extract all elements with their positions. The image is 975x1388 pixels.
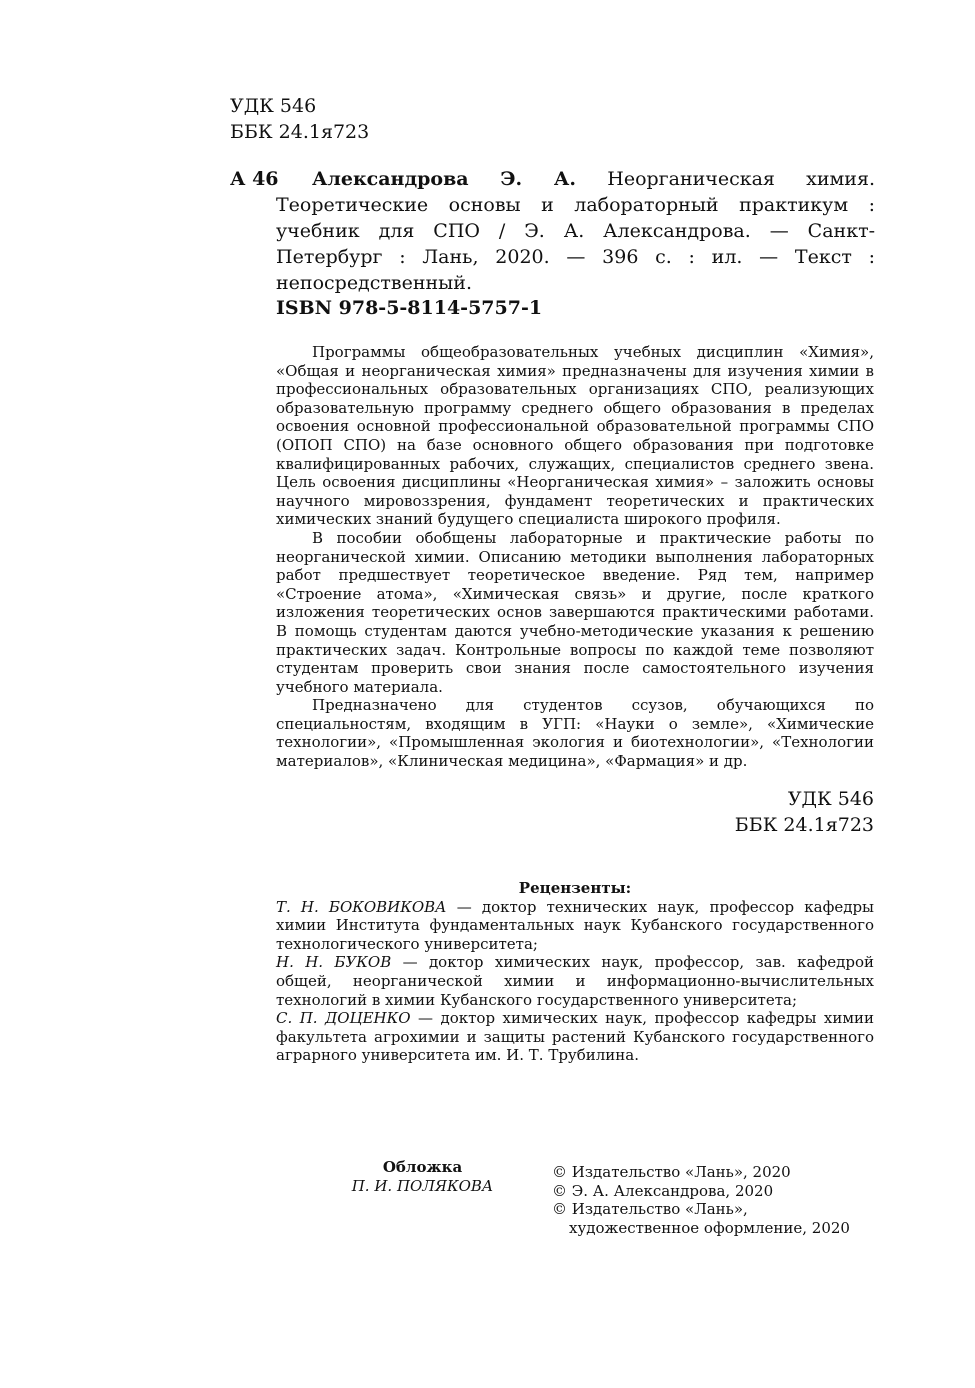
classification-udk: УДК 546 (787, 788, 874, 810)
cover-credit (320, 1158, 525, 1195)
reviewer-text: — доктор химических наук, профессор, зав. кафедрой общей, неорганической химии и информационно-вычислительных технологий в химии Кубанского государственного университета; (276, 953, 874, 1009)
classification-codes (674, 786, 874, 838)
catalog-entry (230, 166, 875, 296)
catalog-record (276, 166, 875, 296)
copyright-block (552, 1163, 850, 1237)
reviewer-entry (276, 898, 874, 954)
abstract-paragraph-3: Предназначено для студентов ссузов, обучающихся по специальностям, входящим в УГП: «Науки о земле», «Химические технологии», «Промышленная экология и биотехнологии», «Технологии материалов», «Клиническая медицина», «Фармация» и др. (276, 696, 874, 771)
header-udk: УДК 546 (230, 95, 317, 117)
reviewer-name: С. П. ДОЦЕНКО (276, 1009, 411, 1028)
header-bbk: ББК 24.1я723 (230, 121, 370, 143)
reviewer-text: — доктор технических наук, профессор кафедры химии Института фундаментальных наук Кубанского государственного технологического университета; (276, 897, 874, 953)
reviewer-text: — доктор химических наук, профессор кафедры химии факультета агрохимии и защиты растений Кубанского государственного аграрного университета им. И. Т. Трубилина. (276, 1009, 874, 1065)
copyright-line: © Издательство «Лань», (552, 1200, 748, 1219)
reviewer-entry (276, 953, 874, 1009)
cover-label: Обложка (382, 1158, 463, 1176)
header-classification (230, 93, 369, 145)
isbn: ISBN 978-5-8114-5757-1 (276, 297, 543, 319)
abstract-paragraph-2: В пособии обобщены лабораторные и практические работы по неорганической химии. Описанию методики выполнения лабораторных работ предшествует теоретическое введение. Ряд тем, например «Строение атома», «Химическая связь» и другие, после краткого изложения теоретических основ завершаются практическими работами. В помощь студентам даются учебно-методические указания к решению практических задач. Контрольные вопросы по каждой теме позволяют студентам проверить свои знания после самостоятельного изучения учебного материала. (276, 528, 874, 696)
copyright-line: © Издательство «Лань», 2020 (552, 1163, 791, 1181)
catalog-author: Александрова Э. А. (312, 168, 577, 190)
copyright-line: художественное оформление, 2020 (569, 1218, 850, 1237)
reviewers-heading: Рецензенты: (518, 879, 632, 897)
catalog-description: Неорганическая химия. Теоретические основы и лабораторный практикум : учебник для СПО / Э. А. Александрова. — Санкт-Петербург : Лань, 2020. — 396 с. : ил. — Текст : непосредственный. (276, 168, 875, 294)
catalog-code: А 46 (230, 168, 279, 190)
reviewer-entry (276, 1009, 874, 1065)
reviewers (276, 879, 874, 1065)
cover-designer: П. И. ПОЛЯКОВА (351, 1176, 494, 1195)
abstract-paragraph-1: Программы общеобразовательных учебных дисциплин «Химия», «Общая и неорганическая химия» предназначены для изучения химии в профессиональных образовательных организациях СПО, реализующих образовательную программу среднего общего образования в пределах освоения основной профессиональной образовательной программы СПО (ОПОП СПО) на базе основного общего образования при подготовке квалифицированных рабочих, служащих, специалистов среднего звена. Цель освоения дисциплины «Неорганическая химия» – заложить основы научного мировоззрения, фундамент теоретических и практических химических знаний будущего специалиста широкого профиля. (276, 343, 874, 529)
classification-bbk: ББК 24.1я723 (734, 814, 874, 836)
reviewer-name: Т. Н. БОКОВИКОВА (276, 897, 447, 916)
copyright-line: © Э. А. Александрова, 2020 (552, 1181, 774, 1200)
abstract (276, 343, 874, 771)
reviewer-name: Н. Н. БУКОВ (276, 953, 392, 972)
